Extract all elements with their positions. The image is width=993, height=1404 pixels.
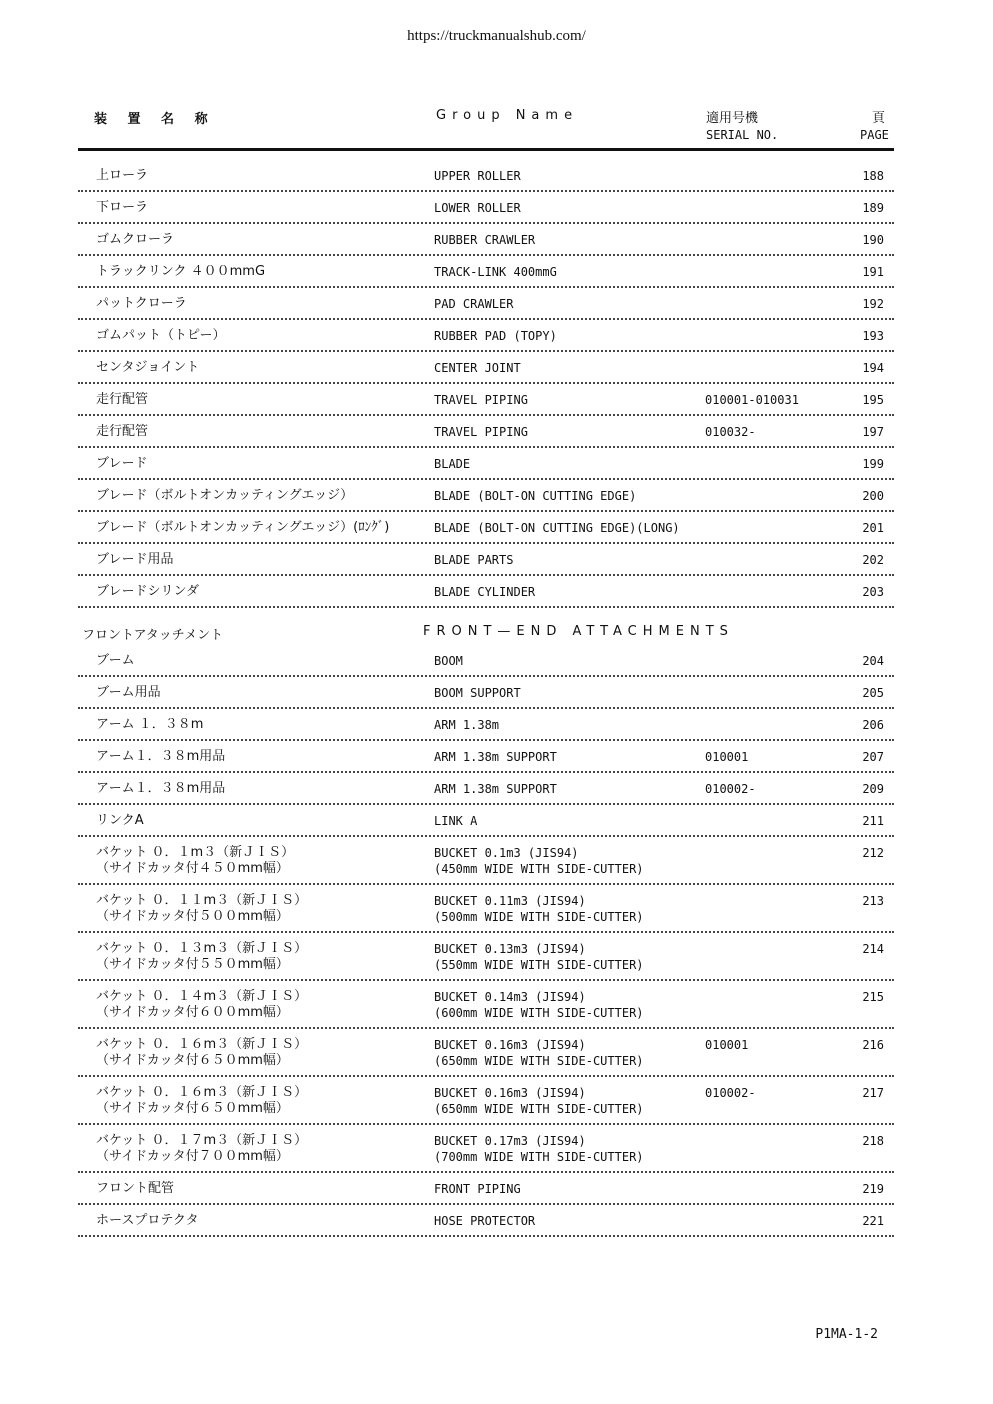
serial-no-line: 010002- [705, 1086, 756, 1100]
page-no [862, 781, 884, 797]
page-no [862, 328, 884, 344]
group-name-line: FRONT PIPING [434, 1182, 521, 1196]
group-name [434, 232, 535, 248]
page-no-line: 215 [862, 990, 884, 1004]
page-no [862, 200, 884, 216]
serial-no-line: 010032- [705, 425, 756, 439]
header-group-name: Group Name [436, 108, 579, 123]
jp-name [96, 1037, 307, 1069]
jp-name-line: （サイドカッタ付６００mm幅） [96, 1005, 289, 1020]
jp-name-line: リンクA [96, 813, 144, 828]
table-row [78, 885, 894, 933]
table-row [78, 352, 894, 384]
page-no [862, 520, 884, 536]
serial-no [705, 781, 756, 797]
jp-name-line: ブレードシリンダ [96, 584, 199, 599]
page-no-line: 211 [862, 814, 884, 828]
group-name-line: LOWER ROLLER [434, 201, 521, 215]
group-name-line: PAD CRAWLER [434, 297, 514, 311]
page-no [862, 749, 884, 765]
group-name [434, 845, 644, 877]
page-no [862, 264, 884, 280]
jp-name [96, 1133, 307, 1165]
page-no [862, 1133, 884, 1149]
table-row [78, 1077, 894, 1125]
jp-name-line: 走行配管 [96, 392, 149, 407]
parts-list-undercarriage [78, 160, 894, 608]
jp-name [96, 717, 203, 733]
group-name-line: BUCKET 0.17m3 (JIS94) [434, 1134, 586, 1148]
page-no [862, 552, 884, 568]
table-row [78, 320, 894, 352]
group-name-line: (500mm WIDE WITH SIDE-CUTTER) [434, 910, 644, 924]
page-no [862, 1085, 884, 1101]
page-no [862, 488, 884, 504]
table-row [78, 448, 894, 480]
jp-name-line: 上ローラ [96, 168, 149, 183]
jp-name-line: （サイドカッタ付６５０mm幅） [96, 1053, 289, 1068]
jp-name [96, 749, 225, 765]
page-no-line: 195 [862, 393, 884, 407]
table-row [78, 512, 894, 544]
group-name-line: (450mm WIDE WITH SIDE-CUTTER) [434, 862, 644, 876]
group-name-line: BUCKET 0.11m3 (JIS94) [434, 894, 586, 908]
group-name-line: TRAVEL PIPING [434, 393, 528, 407]
jp-name-line: アーム１．３８m用品 [96, 749, 226, 764]
page-no-line: 193 [862, 329, 884, 343]
source-url[interactable]: https://truckmanualshub.com/ [407, 28, 586, 44]
page-no-line: 209 [862, 782, 884, 796]
group-name-line: TRACK-LINK 400mmG [434, 265, 557, 279]
page-no [862, 360, 884, 376]
jp-name-line: フロント配管 [96, 1181, 175, 1196]
group-name [434, 1085, 644, 1117]
jp-name-line: （サイドカッタ付６５０mm幅） [96, 1101, 289, 1116]
page-code: P1MA-1-2 [815, 1327, 878, 1342]
group-name-line: BLADE (BOLT-ON CUTTING EDGE)(LONG) [434, 521, 680, 535]
jp-name [96, 392, 148, 408]
table-row [78, 224, 894, 256]
group-name [434, 813, 477, 829]
jp-name-line: ブレード [96, 456, 148, 471]
group-name [434, 328, 557, 344]
header-serial-jp: 適用号機 [706, 111, 759, 126]
page-no [862, 845, 884, 861]
page-no-line: 221 [862, 1214, 884, 1228]
page-no-line: 213 [862, 894, 884, 908]
jp-name [96, 456, 147, 472]
jp-name [96, 941, 307, 973]
jp-name [96, 584, 199, 600]
page-no [862, 893, 884, 909]
table-row [78, 709, 894, 741]
jp-name [96, 520, 389, 536]
jp-name-line: バケット ０．１m３（新ＪＩＳ） [96, 845, 295, 860]
page-no [862, 168, 884, 184]
page-no [862, 653, 884, 669]
group-name-line: (650mm WIDE WITH SIDE-CUTTER) [434, 1102, 644, 1116]
group-name [434, 989, 644, 1021]
page-no [862, 685, 884, 701]
table-row [78, 256, 894, 288]
group-name-line: RUBBER PAD (TOPY) [434, 329, 557, 343]
jp-name-line: バケット ０．１６m３（新ＪＩＳ） [96, 1085, 308, 1100]
serial-no-line: 010001 [705, 750, 749, 764]
page-no-line: 218 [862, 1134, 884, 1148]
jp-name-line: ブーム [96, 653, 135, 668]
jp-name [96, 989, 307, 1021]
table-header [78, 104, 894, 151]
jp-name-line: バケット ０．１１m３（新ＪＩＳ） [96, 893, 308, 908]
page-no-line: 205 [862, 686, 884, 700]
jp-name-line: （サイドカッタ付４５０mm幅） [96, 861, 289, 876]
jp-name [96, 1213, 199, 1229]
jp-name-line: ゴムパット（トピー） [96, 328, 226, 343]
jp-name-line: ホースプロテクタ [96, 1213, 199, 1228]
header-jp-name: 装 置 名 称 [94, 112, 216, 127]
jp-name [96, 296, 187, 312]
group-name-line: (650mm WIDE WITH SIDE-CUTTER) [434, 1054, 644, 1068]
group-name-line: CENTER JOINT [434, 361, 521, 375]
group-name [434, 1133, 644, 1165]
group-name-line: ARM 1.38m SUPPORT [434, 782, 557, 796]
table-row [78, 933, 894, 981]
group-name [434, 392, 528, 408]
serial-no [705, 1085, 756, 1101]
jp-name-line: ブレード（ボルトオンカッティングエッジ） [96, 488, 354, 503]
group-name [434, 1181, 521, 1197]
group-name [434, 360, 521, 376]
group-name-line: BUCKET 0.1m3 (JIS94) [434, 846, 579, 860]
group-name [434, 520, 680, 536]
page-no [862, 813, 884, 829]
group-name-line: BLADE [434, 457, 471, 471]
group-name [434, 1213, 535, 1229]
group-name-line: BLADE PARTS [434, 553, 514, 567]
group-name-line: (600mm WIDE WITH SIDE-CUTTER) [434, 1006, 644, 1020]
table-row [78, 645, 894, 677]
page-no-line: 191 [862, 265, 884, 279]
section-heading [78, 624, 894, 644]
jp-name [96, 1085, 307, 1117]
jp-name [96, 488, 353, 504]
group-name [434, 168, 521, 184]
jp-name [96, 232, 174, 248]
jp-name [96, 168, 148, 184]
jp-name [96, 845, 294, 877]
table-row [78, 160, 894, 192]
page-no-line: 203 [862, 585, 884, 599]
header-serial-en: SERIAL NO. [706, 128, 779, 142]
page-no-line: 214 [862, 942, 884, 956]
jp-name-line: （サイドカッタ付７００mm幅） [96, 1149, 289, 1164]
table-row [78, 1205, 894, 1237]
group-name [434, 296, 513, 312]
jp-name-line: バケット ０．１３m３（新ＪＩＳ） [96, 941, 308, 956]
group-name-line: BOOM [434, 654, 463, 668]
group-name [434, 717, 499, 733]
page-no-line: 202 [862, 553, 884, 567]
table-row [78, 192, 894, 224]
group-name-line: ARM 1.38m [434, 718, 500, 732]
group-name-line: RUBBER CRAWLER [434, 233, 536, 247]
jp-name [96, 813, 144, 829]
jp-name-line: トラックリンク ４００mmG [96, 264, 266, 279]
page-no [862, 1213, 884, 1229]
section-title-en: FRONT—END ATTACHMENTS [423, 624, 734, 639]
table-row [78, 1029, 894, 1077]
group-name [434, 893, 644, 925]
page-no-line: 219 [862, 1182, 884, 1196]
page-no [862, 1037, 884, 1053]
table-row [78, 288, 894, 320]
page-no-line: 188 [862, 169, 884, 183]
page-no-line: 201 [862, 521, 884, 535]
jp-name [96, 552, 173, 568]
page-no [862, 584, 884, 600]
group-name [434, 781, 557, 797]
jp-name [96, 264, 265, 280]
page-no-line: 189 [862, 201, 884, 215]
page-no [862, 296, 884, 312]
table-row [78, 805, 894, 837]
page-no [862, 941, 884, 957]
page-no [862, 989, 884, 1005]
page-no-line: 194 [862, 361, 884, 375]
serial-no [705, 749, 748, 765]
page-no-line: 206 [862, 718, 884, 732]
jp-name-line: バケット ０．１４m３（新ＪＩＳ） [96, 989, 308, 1004]
page-no-line: 212 [862, 846, 884, 860]
jp-name-line: センタジョイント [96, 360, 200, 375]
group-name-line: BLADE (BOLT-ON CUTTING EDGE) [434, 489, 637, 503]
serial-no [705, 424, 756, 440]
table-row [78, 773, 894, 805]
group-name [434, 584, 535, 600]
group-name [434, 488, 636, 504]
table-row [78, 576, 894, 608]
table-row [78, 416, 894, 448]
group-name [434, 749, 557, 765]
table-row [78, 480, 894, 512]
jp-name [96, 893, 307, 925]
group-name-line: BUCKET 0.13m3 (JIS94) [434, 942, 586, 956]
jp-name [96, 360, 199, 376]
group-name-line: BUCKET 0.16m3 (JIS94) [434, 1086, 586, 1100]
table-row [78, 544, 894, 576]
header-page-jp: 頁 [872, 111, 886, 126]
table-row [78, 741, 894, 773]
table-row [78, 837, 894, 885]
jp-name [96, 685, 161, 701]
group-name [434, 424, 528, 440]
group-name [434, 264, 557, 280]
page-no [862, 717, 884, 733]
serial-no [705, 392, 799, 408]
serial-no-line: 010001-010031 [705, 393, 799, 407]
group-name [434, 1037, 644, 1069]
page-no [862, 1181, 884, 1197]
group-name-line: BUCKET 0.16m3 (JIS94) [434, 1038, 586, 1052]
page-no-line: 199 [862, 457, 884, 471]
jp-name [96, 424, 148, 440]
jp-name-line: アーム １．３８m [96, 717, 204, 732]
group-name-line: LINK A [434, 814, 478, 828]
page-no-line: 190 [862, 233, 884, 247]
jp-name-line: ブーム用品 [96, 685, 161, 700]
table-row [78, 677, 894, 709]
group-name [434, 456, 470, 472]
group-name-line: (550mm WIDE WITH SIDE-CUTTER) [434, 958, 644, 972]
jp-name [96, 653, 135, 669]
page-no-line: 217 [862, 1086, 884, 1100]
serial-no [705, 1037, 748, 1053]
jp-name [96, 328, 225, 344]
section-title-jp: フロントアタッチメント [82, 628, 224, 643]
jp-name-line: バケット ０．１６m３（新ＪＩＳ） [96, 1037, 308, 1052]
group-name [434, 685, 521, 701]
page-no [862, 232, 884, 248]
header-page-en: PAGE [860, 128, 889, 142]
group-name-line: TRAVEL PIPING [434, 425, 528, 439]
group-name [434, 653, 463, 669]
jp-name-line: ゴムクローラ [96, 232, 175, 247]
group-name-line: BLADE CYLINDER [434, 585, 536, 599]
table-row [78, 981, 894, 1029]
group-name [434, 200, 521, 216]
table-row [78, 384, 894, 416]
page-no [862, 456, 884, 472]
serial-no-line: 010001 [705, 1038, 749, 1052]
jp-name-line: パットクローラ [96, 296, 187, 311]
page-no-line: 204 [862, 654, 884, 668]
jp-name-line: 下ローラ [96, 200, 149, 215]
group-name-line: UPPER ROLLER [434, 169, 521, 183]
group-name-line: ARM 1.38m SUPPORT [434, 750, 557, 764]
jp-name-line: （サイドカッタ付５５０mm幅） [96, 957, 289, 972]
group-name-line: (700mm WIDE WITH SIDE-CUTTER) [434, 1150, 644, 1164]
jp-name-line: バケット ０．１７m３（新ＪＩＳ） [96, 1133, 308, 1148]
table-row [78, 1173, 894, 1205]
group-name-line: BUCKET 0.14m3 (JIS94) [434, 990, 586, 1004]
page-no-line: 192 [862, 297, 884, 311]
serial-no-line: 010002- [705, 782, 756, 796]
jp-name-line: ブレード（ボルトオンカッティングエッジ）(ﾛﾝｸﾞ) [96, 520, 390, 535]
page-no-line: 200 [862, 489, 884, 503]
jp-name [96, 1181, 174, 1197]
page-no-line: 216 [862, 1038, 884, 1052]
group-name-line: HOSE PROTECTOR [434, 1214, 536, 1228]
page-no-line: 197 [862, 425, 884, 439]
group-name [434, 941, 644, 973]
jp-name-line: アーム１．３８m用品 [96, 781, 226, 796]
page-no-line: 207 [862, 750, 884, 764]
jp-name [96, 200, 148, 216]
group-name [434, 552, 513, 568]
jp-name [96, 781, 225, 797]
page-no [862, 424, 884, 440]
group-name-line: BOOM SUPPORT [434, 686, 521, 700]
jp-name-line: ブレード用品 [96, 552, 174, 567]
table-row [78, 1125, 894, 1173]
jp-name-line: 走行配管 [96, 424, 149, 439]
page-no [862, 392, 884, 408]
parts-list-front-attachments [78, 645, 894, 1237]
jp-name-line: （サイドカッタ付５００mm幅） [96, 909, 289, 924]
